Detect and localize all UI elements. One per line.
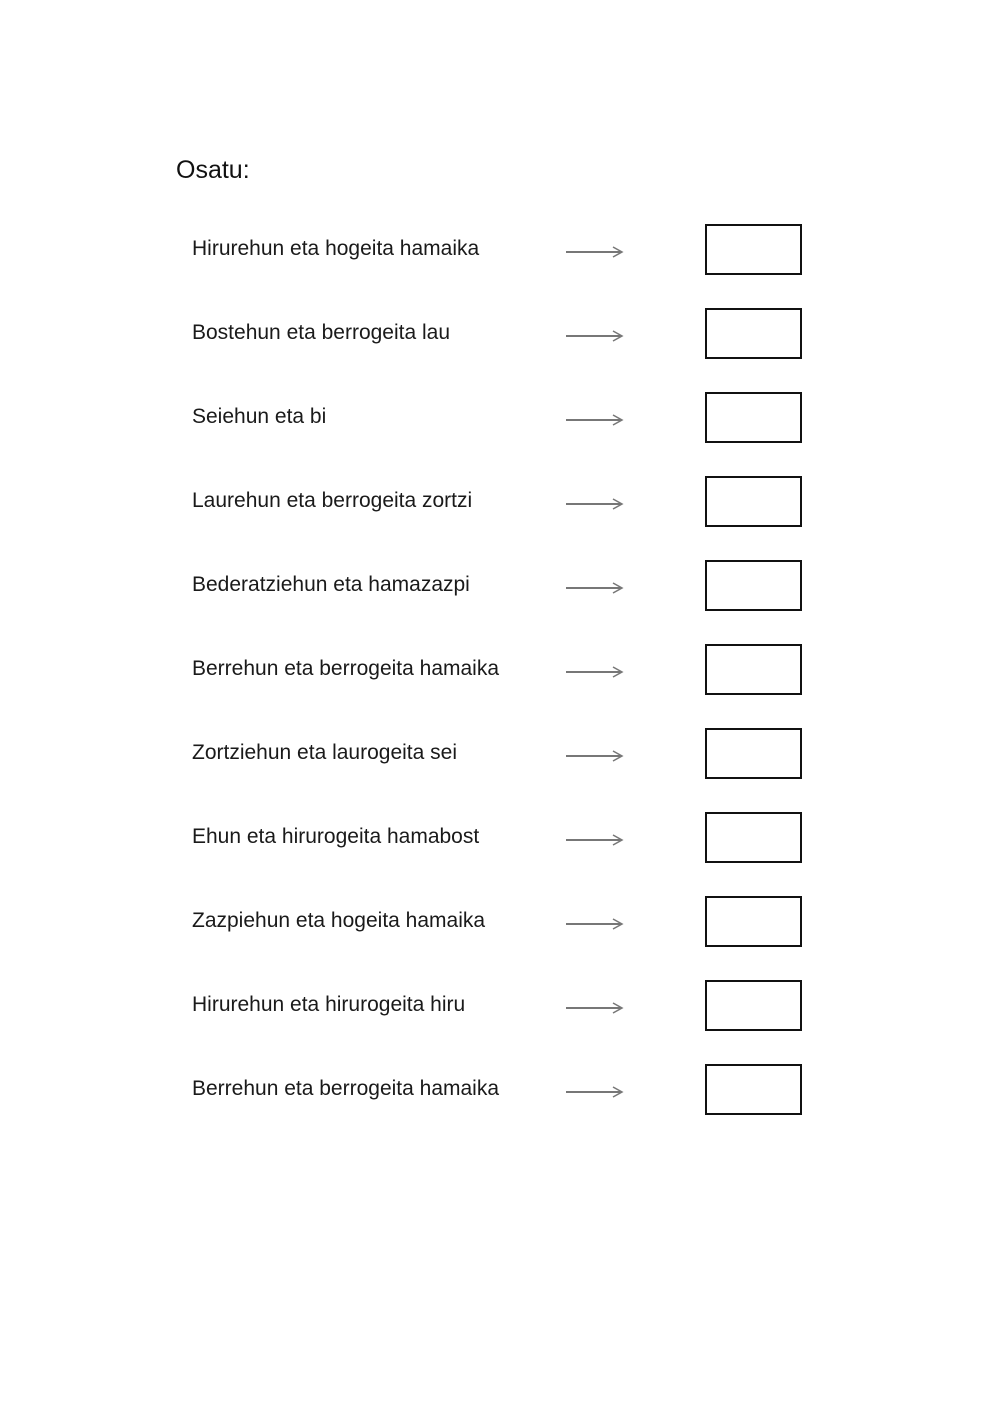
exercise-row: [0, 728, 1000, 782]
exercise-row: [0, 560, 1000, 614]
right-arrow-icon: [566, 1086, 624, 1098]
exercise-row: [0, 896, 1000, 950]
answer-input[interactable]: [705, 812, 802, 863]
number-words-label: Ehun eta hirurogeita hamabost: [192, 825, 480, 848]
answer-input[interactable]: [705, 560, 802, 611]
answer-input[interactable]: [705, 644, 802, 695]
worksheet-title: Osatu:: [176, 156, 250, 184]
number-words-label: Berrehun eta berrogeita hamaika: [192, 657, 500, 680]
number-words-label: Bostehun eta berrogeita lau: [192, 321, 451, 344]
exercise-row: [0, 392, 1000, 446]
exercise-row: [0, 476, 1000, 530]
answer-input[interactable]: [705, 392, 802, 443]
exercise-row: [0, 308, 1000, 362]
answer-input[interactable]: [705, 980, 802, 1031]
right-arrow-icon: [566, 918, 624, 930]
answer-input[interactable]: [705, 476, 802, 527]
number-words-label: Hirurehun eta hirurogeita hiru: [192, 993, 466, 1016]
answer-input[interactable]: [705, 728, 802, 779]
right-arrow-icon: [566, 498, 624, 510]
exercise-row: [0, 224, 1000, 278]
answer-input[interactable]: [705, 896, 802, 947]
right-arrow-icon: [566, 750, 624, 762]
number-words-label: Berrehun eta berrogeita hamaika: [192, 1077, 500, 1100]
exercise-row: [0, 980, 1000, 1034]
number-words-label: Seiehun eta bi: [192, 405, 327, 428]
exercise-row: [0, 1064, 1000, 1118]
right-arrow-icon: [566, 834, 624, 846]
number-words-label: Hirurehun eta hogeita hamaika: [192, 237, 480, 260]
number-words-label: Zortziehun eta laurogeita sei: [192, 741, 457, 764]
right-arrow-icon: [566, 582, 624, 594]
right-arrow-icon: [566, 414, 624, 426]
exercise-row: [0, 644, 1000, 698]
number-words-label: Bederatziehun eta hamazazpi: [192, 573, 470, 596]
answer-input[interactable]: [705, 1064, 802, 1115]
number-words-label: Laurehun eta berrogeita zortzi: [192, 489, 473, 512]
answer-input[interactable]: [705, 224, 802, 275]
right-arrow-icon: [566, 1002, 624, 1014]
right-arrow-icon: [566, 330, 624, 342]
answer-input[interactable]: [705, 308, 802, 359]
exercise-row: [0, 812, 1000, 866]
number-words-label: Zazpiehun eta hogeita hamaika: [192, 909, 486, 932]
right-arrow-icon: [566, 666, 624, 678]
right-arrow-icon: [566, 246, 624, 258]
